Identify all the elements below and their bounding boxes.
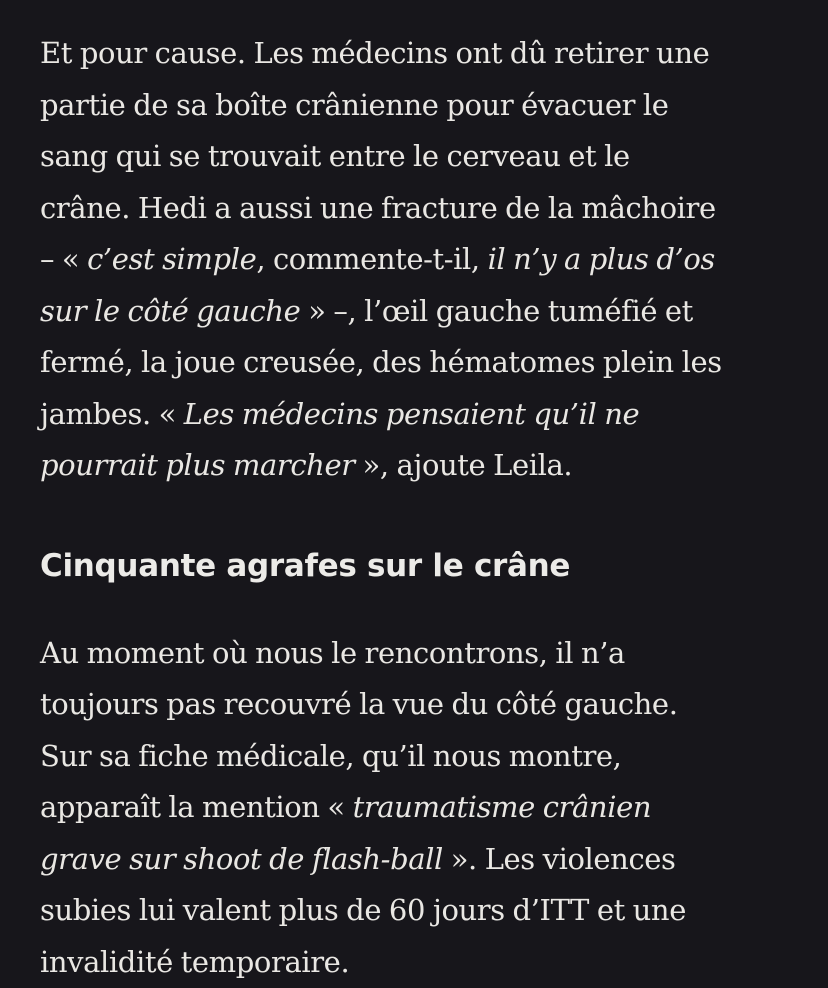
text-line: toujours pas recouvré la vue du côté gauche. [40,679,810,731]
article-body [40,28,810,988]
text-line [40,234,810,286]
text-line [40,834,810,886]
quote-italic: sur le côté gauche [40,294,300,328]
text-line [40,440,810,492]
text-line [40,389,810,441]
text-line: fermé, la joue creusée, des hématomes plein les [40,337,810,389]
text-segment: jambes. « [40,397,184,431]
text-segment: apparaît la mention « [40,790,353,824]
text-segment: » –, l’œil gauche tuméfié et [300,294,692,328]
text-line: sang qui se trouvait entre le cerveau et le [40,131,810,183]
section-heading: Cinquante agrafes sur le crâne [40,544,810,588]
text-segment: ». Les violences [443,842,676,876]
paragraph-medical-record [40,628,810,988]
quote-italic: traumatisme crânien [353,790,652,824]
quote-italic: pourrait plus marcher [40,448,355,482]
text-line [40,286,810,338]
quote-italic: Les médecins pensaient qu’il ne [184,397,639,431]
text-line: Et pour cause. Les médecins ont dû retirer une [40,28,810,80]
text-line: subies lui valent plus de 60 jours d’ITT et une [40,885,810,937]
text-line: Sur sa fiche médicale, qu’il nous montre, [40,731,810,783]
text-line [40,782,810,834]
quote-italic: grave sur shoot de flash-ball [40,842,443,876]
text-segment: , commente-t-il, [256,242,487,276]
text-line: crâne. Hedi a aussi une fracture de la mâchoire [40,183,810,235]
quote-italic: c’est simple [87,242,256,276]
text-line: partie de sa boîte crânienne pour évacuer le [40,80,810,132]
quote-italic: il n’y a plus d’os [488,242,715,276]
paragraph-injuries [40,28,810,492]
text-line: Au moment où nous le rencontrons, il n’a [40,628,810,680]
text-segment: », ajoute Leila. [355,448,573,482]
text-segment: – « [40,242,87,276]
text-line: invalidité temporaire. [40,937,810,988]
